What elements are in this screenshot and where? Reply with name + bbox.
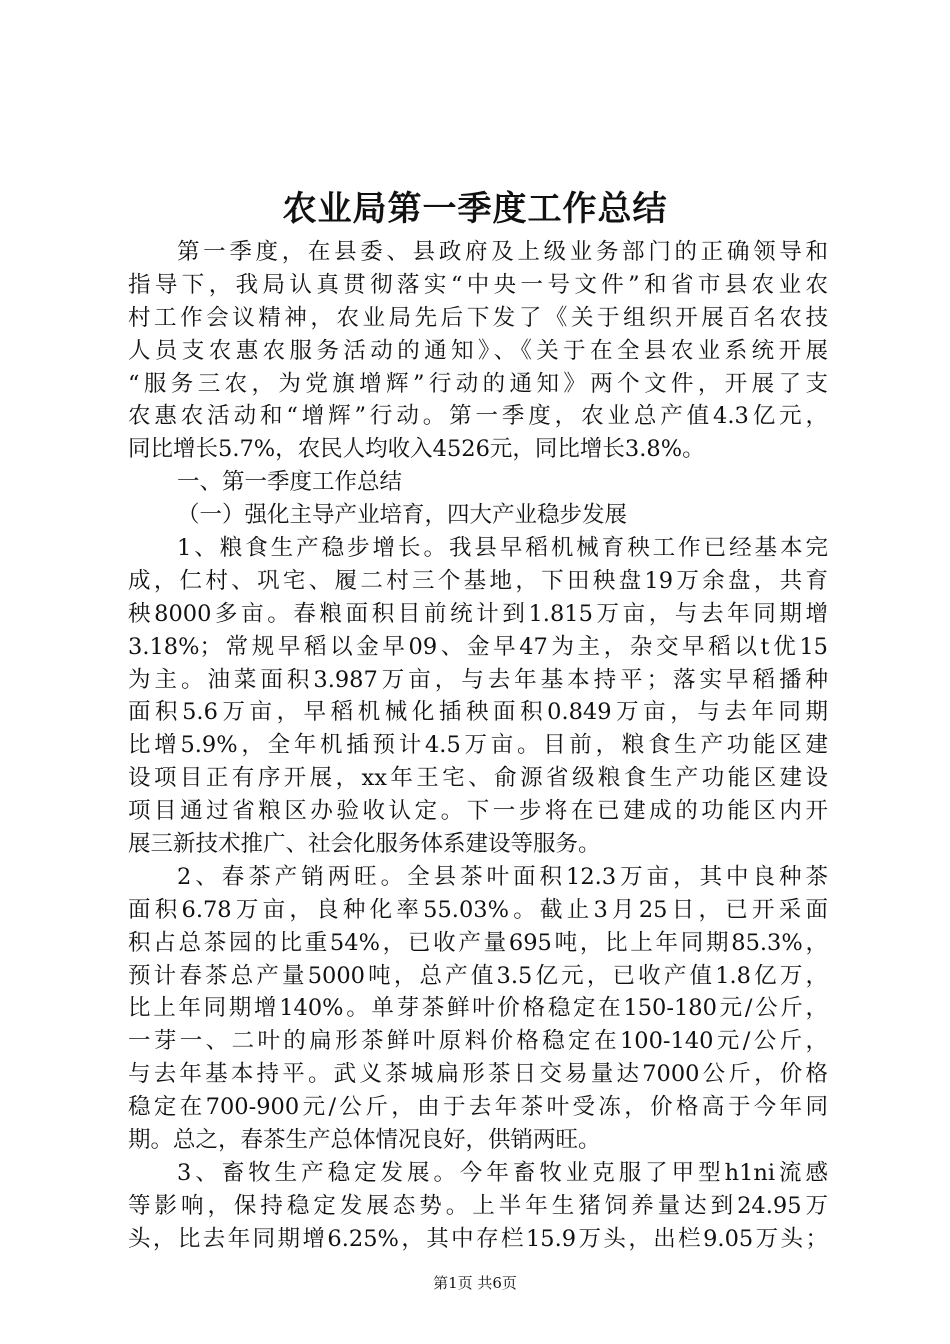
text-line: 1、粮食生产稳步增长。我县早稻机械育秧工作已经基本完 [177, 535, 828, 562]
text-line: 积占总茶园的比重54%，已收产量695吨，比上年同期85.3%， [128, 929, 828, 956]
text-line: 期。总之，春茶生产总体情况良好，供销两旺。 [128, 1127, 601, 1154]
text-line: 面积5.6万亩，早稻机械化插秧面积0.849万亩，与去年同期 [128, 699, 828, 726]
text-line: 展三新技术推广、社会化服务体系建设等服务。 [128, 831, 601, 858]
text-line: 指导下，我局认真贯彻落实“中央一号文件”和省市县农业农 [128, 271, 828, 298]
text-line: 村工作会议精神，农业局先后下发了《关于组织开展百名农技 [128, 304, 828, 331]
text-line: 为主。油菜面积3.987万亩，与去年基本持平；落实早稻播种 [128, 666, 828, 693]
document-title: 农业局第一季度工作总结 [282, 189, 668, 229]
text-line: 2、春茶产销两旺。全县茶叶面积12.3万亩，其中良种茶 [177, 863, 828, 890]
text-line: 头，比去年同期增6.25%，其中存栏15.9万头，出栏9.05万头； [128, 1225, 828, 1252]
document-body [128, 236, 828, 1256]
text-line: 3.18%；常规早稻以金早09、金早47为主，杂交早稻以t优15 [128, 633, 828, 660]
page-footer: 第1页 共6页 [433, 1274, 517, 1292]
subsection-heading: （一）强化主导产业培育，四大产业稳步发展 [177, 502, 628, 529]
text-line: 项目通过省粮区办验收认定。下一步将在已建成的功能区内开 [128, 798, 828, 825]
text-line: 面积6.78万亩，良种化率55.03%。截止3月25日，已开采面 [128, 896, 828, 923]
text-line: 人员支农惠农服务活动的通知》、《关于在全县农业系统开展 [128, 337, 828, 364]
text-line: 农惠农活动和“增辉”行动。第一季度，农业总产值4.3亿元， [128, 403, 828, 430]
text-line: 成，仁村、巩宅、履二村三个基地，下田秧盘19万余盘，共育 [128, 567, 828, 594]
text-line: 预计春茶总产量5000吨，总产值3.5亿元，已收产值1.8亿万， [128, 962, 828, 989]
text-line: 等影响，保持稳定发展态势。上半年生猪饲养量达到24.95万 [128, 1192, 828, 1219]
section-heading: 一、第一季度工作总结 [177, 469, 403, 496]
text-line: 比上年同期增140%。单芽茶鲜叶价格稳定在150-180元/公斤， [128, 995, 828, 1022]
text-line: 稳定在700-900元/公斤，由于去年茶叶受冻，价格高于今年同 [128, 1094, 828, 1121]
text-line: 与去年基本持平。武义茶城扁形茶日交易量达7000公斤，价格 [128, 1061, 828, 1088]
text-line: 3、畜牧生产稳定发展。今年畜牧业克服了甲型h1ni流感 [177, 1159, 828, 1186]
text-line: 设项目正有序开展，xx年王宅、俞源省级粮食生产功能区建设 [128, 765, 828, 792]
text-line: 第一季度，在县委、县政府及上级业务部门的正确领导和 [177, 239, 828, 265]
text-line: 秧8000多亩。春粮面积目前统计到1.815万亩，与去年同期增 [128, 600, 828, 627]
text-line: 同比增长5.7%，农民人均收入4526元，同比增长3.8%。 [128, 436, 705, 463]
text-line: 比增5.9%，全年机插预计4.5万亩。目前，粮食生产功能区建 [128, 732, 828, 759]
text-line: 一芽一、二叶的扁形茶鲜叶原料价格稳定在100-140元/公斤， [128, 1028, 828, 1055]
text-line: “服务三农，为党旗增辉”行动的通知》两个文件，开展了支 [128, 370, 828, 397]
